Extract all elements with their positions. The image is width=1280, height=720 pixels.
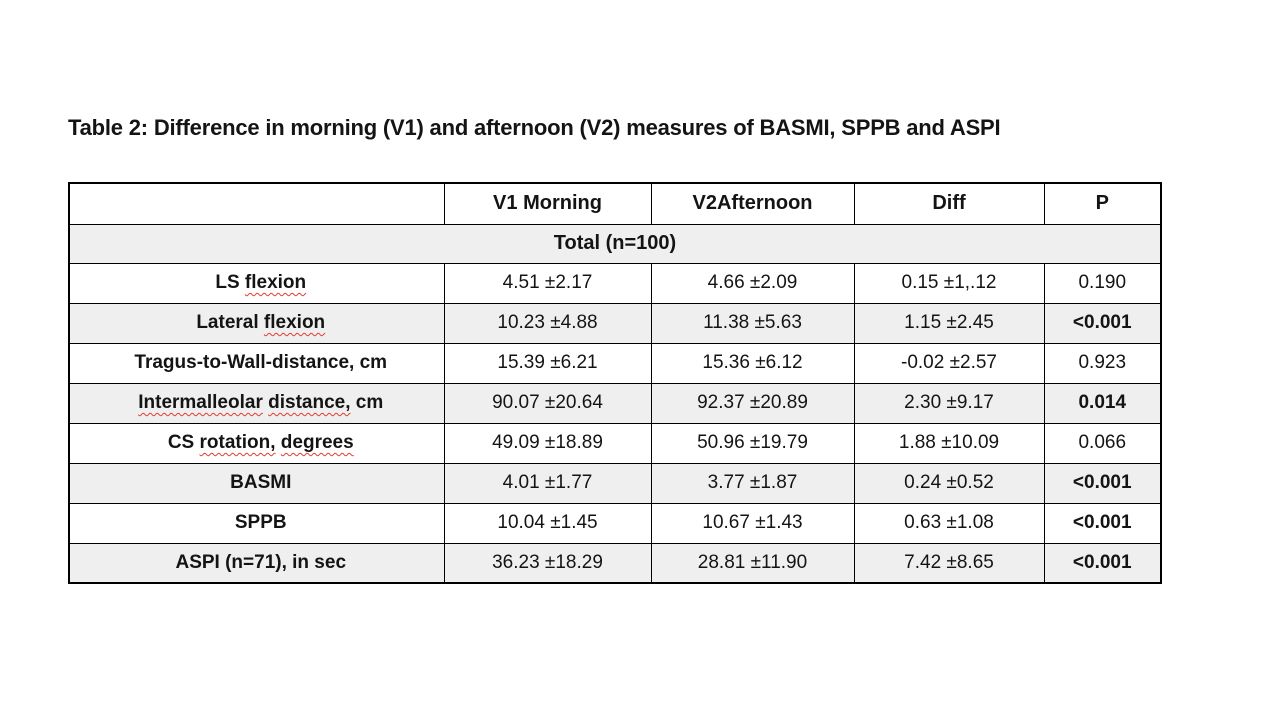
table-row bbox=[69, 423, 1161, 463]
measure-label-cell bbox=[69, 343, 444, 383]
v1-value-cell: 90.07 ±20.64 bbox=[444, 383, 651, 423]
diff-value-cell: 1.15 ±2.45 bbox=[854, 303, 1044, 343]
table-row bbox=[69, 263, 1161, 303]
header-diff: Diff bbox=[854, 183, 1044, 224]
label-text: CS bbox=[167, 432, 200, 453]
diff-value-cell: 0.15 ±1,.12 bbox=[854, 263, 1044, 303]
group-row-label: Total (n=100) bbox=[69, 224, 1161, 263]
measure-label-cell bbox=[69, 303, 444, 343]
table-row bbox=[69, 303, 1161, 343]
label-text-misspelled: flexion bbox=[244, 272, 307, 293]
label-text: Tragus-to-Wall-distance, cm bbox=[134, 352, 388, 373]
header-measure bbox=[69, 183, 444, 224]
table-row bbox=[69, 463, 1161, 503]
p-value-cell: <0.001 bbox=[1044, 503, 1161, 543]
v2-value-cell: 28.81 ±11.90 bbox=[651, 543, 854, 583]
p-value-cell: 0.066 bbox=[1044, 423, 1161, 463]
v2-value-cell: 92.37 ±20.89 bbox=[651, 383, 854, 423]
label-text: BASMI bbox=[230, 472, 292, 493]
measure-label-cell bbox=[69, 503, 444, 543]
measure-label-cell bbox=[69, 383, 444, 423]
measures-table bbox=[68, 182, 1162, 584]
header-v2-afternoon: V2Afternoon bbox=[651, 183, 854, 224]
measure-label-cell bbox=[69, 543, 444, 583]
p-value-cell: 0.923 bbox=[1044, 343, 1161, 383]
table-row bbox=[69, 383, 1161, 423]
diff-value-cell: 0.63 ±1.08 bbox=[854, 503, 1044, 543]
v1-value-cell: 4.51 ±2.17 bbox=[444, 263, 651, 303]
measure-label-cell bbox=[69, 423, 444, 463]
table-row bbox=[69, 503, 1161, 543]
v1-value-cell: 36.23 ±18.29 bbox=[444, 543, 651, 583]
diff-value-cell: 2.30 ±9.17 bbox=[854, 383, 1044, 423]
v2-value-cell: 10.67 ±1.43 bbox=[651, 503, 854, 543]
diff-value-cell: -0.02 ±2.57 bbox=[854, 343, 1044, 383]
p-value-cell: <0.001 bbox=[1044, 463, 1161, 503]
label-text-misspelled: rotation, bbox=[199, 432, 276, 453]
label-text-misspelled: degrees bbox=[280, 432, 354, 453]
diff-value-cell: 7.42 ±8.65 bbox=[854, 543, 1044, 583]
label-text: LS bbox=[215, 272, 245, 293]
p-value-cell: <0.001 bbox=[1044, 303, 1161, 343]
table-row bbox=[69, 543, 1161, 583]
label-text: Lateral bbox=[196, 312, 264, 333]
label-text-misspelled: Intermalleolar bbox=[138, 392, 263, 413]
table-caption: Table 2: Difference in morning (V1) and afternoon (V2) measures of BASMI, SPPB and ASPI bbox=[68, 115, 1001, 140]
label-text: ASPI (n=71), in sec bbox=[175, 551, 347, 573]
label-text: cm bbox=[350, 392, 384, 413]
p-value-cell: 0.190 bbox=[1044, 263, 1161, 303]
v2-value-cell: 11.38 ±5.63 bbox=[651, 303, 854, 343]
measure-label-cell bbox=[69, 463, 444, 503]
v2-value-cell: 15.36 ±6.12 bbox=[651, 343, 854, 383]
v2-value-cell: 3.77 ±1.87 bbox=[651, 463, 854, 503]
header-row bbox=[69, 183, 1161, 224]
header-v1-morning: V1 Morning bbox=[444, 183, 651, 224]
measure-label-cell bbox=[69, 263, 444, 303]
group-row-total bbox=[69, 224, 1161, 263]
v1-value-cell: 10.04 ±1.45 bbox=[444, 503, 651, 543]
label-text: SPPB bbox=[234, 512, 287, 533]
diff-value-cell: 1.88 ±10.09 bbox=[854, 423, 1044, 463]
v1-value-cell: 4.01 ±1.77 bbox=[444, 463, 651, 503]
v2-value-cell: 50.96 ±19.79 bbox=[651, 423, 854, 463]
v1-value-cell: 10.23 ±4.88 bbox=[444, 303, 651, 343]
p-value-cell: 0.014 bbox=[1044, 383, 1161, 423]
p-value-cell: <0.001 bbox=[1044, 543, 1161, 583]
label-text-misspelled: flexion bbox=[263, 312, 326, 333]
header-p: P bbox=[1044, 183, 1161, 224]
table-row bbox=[69, 343, 1161, 383]
v2-value-cell: 4.66 ±2.09 bbox=[651, 263, 854, 303]
label-text-misspelled: distance, bbox=[268, 392, 351, 413]
v1-value-cell: 15.39 ±6.21 bbox=[444, 343, 651, 383]
diff-value-cell: 0.24 ±0.52 bbox=[854, 463, 1044, 503]
v1-value-cell: 49.09 ±18.89 bbox=[444, 423, 651, 463]
